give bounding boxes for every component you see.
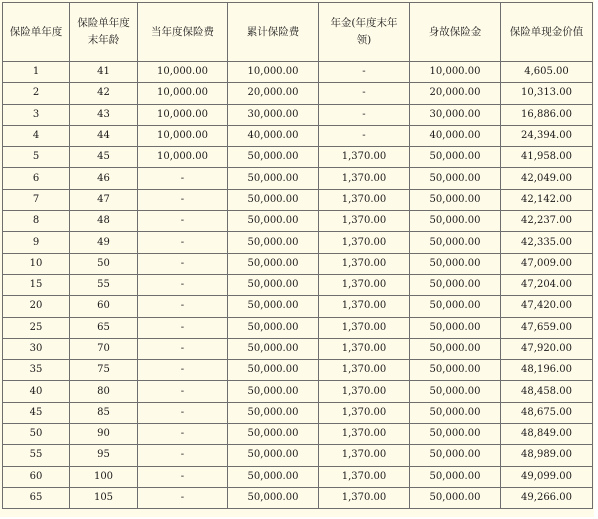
cell-cash-value: 10,313.00 bbox=[501, 83, 593, 104]
table-row bbox=[3, 360, 593, 381]
cell-policy-year: 45 bbox=[3, 402, 70, 423]
cell-annuity: 1,370.00 bbox=[319, 147, 410, 168]
cell-policy-year-end-age: 85 bbox=[70, 402, 138, 423]
cell-policy-year: 25 bbox=[3, 317, 70, 338]
table-row bbox=[3, 274, 593, 295]
cell-policy-year-end-age: 65 bbox=[70, 317, 138, 338]
cell-annual-premium: 10,000.00 bbox=[138, 147, 228, 168]
table-row bbox=[3, 189, 593, 210]
cell-policy-year-end-age: 47 bbox=[70, 189, 138, 210]
cell-cumulative-premium: 40,000.00 bbox=[228, 125, 319, 146]
column-header-line: 保险单年度 bbox=[77, 17, 130, 29]
cell-policy-year: 7 bbox=[3, 189, 70, 210]
cell-annual-premium: - bbox=[138, 338, 228, 359]
cell-death-benefit: 50,000.00 bbox=[410, 360, 501, 381]
cell-policy-year: 15 bbox=[3, 274, 70, 295]
cell-annual-premium: - bbox=[138, 232, 228, 253]
cell-annuity: 1,370.00 bbox=[319, 211, 410, 232]
cell-annual-premium: - bbox=[138, 189, 228, 210]
cell-cumulative-premium: 50,000.00 bbox=[228, 445, 319, 466]
cell-cumulative-premium: 50,000.00 bbox=[228, 317, 319, 338]
table-row bbox=[3, 147, 593, 168]
table-row bbox=[3, 125, 593, 146]
cell-policy-year: 20 bbox=[3, 296, 70, 317]
column-header-cumulative-premium bbox=[228, 3, 319, 62]
table-row bbox=[3, 168, 593, 189]
cell-annual-premium: - bbox=[138, 168, 228, 189]
cell-annual-premium: 10,000.00 bbox=[138, 83, 228, 104]
cell-policy-year-end-age: 80 bbox=[70, 381, 138, 402]
cell-policy-year-end-age: 90 bbox=[70, 424, 138, 445]
cell-policy-year-end-age: 45 bbox=[70, 147, 138, 168]
cell-annuity: 1,370.00 bbox=[319, 445, 410, 466]
cell-cumulative-premium: 50,000.00 bbox=[228, 381, 319, 402]
header-row bbox=[3, 3, 593, 62]
cell-death-benefit: 40,000.00 bbox=[410, 125, 501, 146]
column-header-annual-premium bbox=[138, 3, 228, 62]
table-body bbox=[3, 62, 593, 509]
cell-policy-year-end-age: 44 bbox=[70, 125, 138, 146]
cell-cumulative-premium: 50,000.00 bbox=[228, 424, 319, 445]
cell-cash-value: 48,675.00 bbox=[501, 402, 593, 423]
cell-death-benefit: 30,000.00 bbox=[410, 104, 501, 125]
cell-cumulative-premium: 50,000.00 bbox=[228, 296, 319, 317]
cell-policy-year-end-age: 95 bbox=[70, 445, 138, 466]
cell-annuity: 1,370.00 bbox=[319, 189, 410, 210]
cell-policy-year-end-age: 105 bbox=[70, 487, 138, 508]
cell-cumulative-premium: 10,000.00 bbox=[228, 62, 319, 83]
cell-annual-premium: - bbox=[138, 487, 228, 508]
table-row bbox=[3, 445, 593, 466]
cell-policy-year: 40 bbox=[3, 381, 70, 402]
cell-annuity: 1,370.00 bbox=[319, 253, 410, 274]
cell-cash-value: 47,420.00 bbox=[501, 296, 593, 317]
cell-death-benefit: 50,000.00 bbox=[410, 232, 501, 253]
cell-policy-year-end-age: 46 bbox=[70, 168, 138, 189]
cell-policy-year-end-age: 100 bbox=[70, 466, 138, 487]
cell-policy-year: 55 bbox=[3, 445, 70, 466]
cell-policy-year-end-age: 49 bbox=[70, 232, 138, 253]
cell-cash-value: 4,605.00 bbox=[501, 62, 593, 83]
table-row bbox=[3, 381, 593, 402]
cell-annuity: - bbox=[319, 125, 410, 146]
cell-policy-year: 5 bbox=[3, 147, 70, 168]
cell-policy-year-end-age: 41 bbox=[70, 62, 138, 83]
cell-cash-value: 47,204.00 bbox=[501, 274, 593, 295]
cell-annuity: 1,370.00 bbox=[319, 232, 410, 253]
cell-death-benefit: 50,000.00 bbox=[410, 466, 501, 487]
cell-annuity: 1,370.00 bbox=[319, 466, 410, 487]
column-header-line: 末年龄 bbox=[87, 34, 120, 46]
cell-policy-year-end-age: 60 bbox=[70, 296, 138, 317]
column-header-line: 保险单现金价值 bbox=[509, 25, 584, 38]
cell-cash-value: 49,266.00 bbox=[501, 487, 593, 508]
cell-death-benefit: 50,000.00 bbox=[410, 189, 501, 210]
table-row bbox=[3, 83, 593, 104]
table-row bbox=[3, 338, 593, 359]
column-header-line: 身故保险金 bbox=[428, 25, 482, 38]
cell-annual-premium: - bbox=[138, 296, 228, 317]
column-header-line: 领) bbox=[356, 34, 372, 46]
cell-policy-year: 3 bbox=[3, 104, 70, 125]
cell-death-benefit: 50,000.00 bbox=[410, 253, 501, 274]
cell-policy-year-end-age: 50 bbox=[70, 253, 138, 274]
cell-annual-premium: 10,000.00 bbox=[138, 62, 228, 83]
cell-policy-year: 9 bbox=[3, 232, 70, 253]
cell-policy-year: 30 bbox=[3, 338, 70, 359]
column-header-line: 年金(年度末年 bbox=[330, 17, 398, 29]
cell-cash-value: 42,049.00 bbox=[501, 168, 593, 189]
cell-cumulative-premium: 50,000.00 bbox=[228, 360, 319, 381]
cell-cash-value: 49,099.00 bbox=[501, 466, 593, 487]
cell-policy-year-end-age: 70 bbox=[70, 338, 138, 359]
cell-death-benefit: 50,000.00 bbox=[410, 487, 501, 508]
cell-death-benefit: 10,000.00 bbox=[410, 62, 501, 83]
cell-policy-year: 35 bbox=[3, 360, 70, 381]
cell-cumulative-premium: 50,000.00 bbox=[228, 274, 319, 295]
cell-cash-value: 16,886.00 bbox=[501, 104, 593, 125]
cell-annual-premium: - bbox=[138, 317, 228, 338]
cell-policy-year: 2 bbox=[3, 83, 70, 104]
cell-cumulative-premium: 50,000.00 bbox=[228, 338, 319, 359]
column-header-line: 当年度保险费 bbox=[151, 25, 214, 38]
cell-annuity: 1,370.00 bbox=[319, 296, 410, 317]
cell-cash-value: 42,142.00 bbox=[501, 189, 593, 210]
cell-cash-value: 24,394.00 bbox=[501, 125, 593, 146]
cell-policy-year-end-age: 43 bbox=[70, 104, 138, 125]
cell-cash-value: 47,920.00 bbox=[501, 338, 593, 359]
cell-annuity: 1,370.00 bbox=[319, 168, 410, 189]
cell-death-benefit: 50,000.00 bbox=[410, 168, 501, 189]
cell-policy-year: 1 bbox=[3, 62, 70, 83]
cell-cash-value: 42,237.00 bbox=[501, 211, 593, 232]
cell-death-benefit: 50,000.00 bbox=[410, 424, 501, 445]
cell-annual-premium: 10,000.00 bbox=[138, 104, 228, 125]
cell-death-benefit: 20,000.00 bbox=[410, 83, 501, 104]
cell-policy-year-end-age: 42 bbox=[70, 83, 138, 104]
table-row bbox=[3, 296, 593, 317]
table-row bbox=[3, 402, 593, 423]
cell-annual-premium: - bbox=[138, 466, 228, 487]
cell-cumulative-premium: 50,000.00 bbox=[228, 487, 319, 508]
cell-annuity: 1,370.00 bbox=[319, 317, 410, 338]
cell-annuity: - bbox=[319, 62, 410, 83]
cell-annuity: 1,370.00 bbox=[319, 402, 410, 423]
cell-annual-premium: - bbox=[138, 274, 228, 295]
cell-cash-value: 48,458.00 bbox=[501, 381, 593, 402]
column-header-annuity bbox=[319, 3, 410, 62]
cell-cumulative-premium: 20,000.00 bbox=[228, 83, 319, 104]
cell-cash-value: 48,196.00 bbox=[501, 360, 593, 381]
column-header-death-benefit bbox=[410, 3, 501, 62]
column-header-policy-year bbox=[3, 3, 70, 62]
cell-annual-premium: 10,000.00 bbox=[138, 125, 228, 146]
table-header bbox=[3, 3, 593, 62]
cell-policy-year: 60 bbox=[3, 466, 70, 487]
cell-policy-year: 4 bbox=[3, 125, 70, 146]
cell-annual-premium: - bbox=[138, 424, 228, 445]
table-row bbox=[3, 424, 593, 445]
cell-annual-premium: - bbox=[138, 360, 228, 381]
cell-cash-value: 48,849.00 bbox=[501, 424, 593, 445]
cell-cumulative-premium: 50,000.00 bbox=[228, 168, 319, 189]
cell-cumulative-premium: 30,000.00 bbox=[228, 104, 319, 125]
cell-cumulative-premium: 50,000.00 bbox=[228, 466, 319, 487]
cell-annuity: 1,370.00 bbox=[319, 487, 410, 508]
table-row bbox=[3, 466, 593, 487]
cell-cash-value: 41,958.00 bbox=[501, 147, 593, 168]
cell-cumulative-premium: 50,000.00 bbox=[228, 232, 319, 253]
table-row bbox=[3, 487, 593, 508]
table-row bbox=[3, 253, 593, 274]
column-header-policy-year-end-age bbox=[70, 3, 138, 62]
cell-annual-premium: - bbox=[138, 381, 228, 402]
column-header-line: 累计保险费 bbox=[246, 25, 300, 38]
cell-death-benefit: 50,000.00 bbox=[410, 338, 501, 359]
cell-annuity: 1,370.00 bbox=[319, 424, 410, 445]
cell-policy-year: 10 bbox=[3, 253, 70, 274]
cell-policy-year: 65 bbox=[3, 487, 70, 508]
cell-policy-year-end-age: 48 bbox=[70, 211, 138, 232]
table-row bbox=[3, 232, 593, 253]
cell-death-benefit: 50,000.00 bbox=[410, 445, 501, 466]
cell-cumulative-premium: 50,000.00 bbox=[228, 253, 319, 274]
cell-death-benefit: 50,000.00 bbox=[410, 317, 501, 338]
cell-cash-value: 47,659.00 bbox=[501, 317, 593, 338]
cell-death-benefit: 50,000.00 bbox=[410, 211, 501, 232]
cell-policy-year: 6 bbox=[3, 168, 70, 189]
cell-annuity: 1,370.00 bbox=[319, 360, 410, 381]
cell-policy-year: 50 bbox=[3, 424, 70, 445]
cell-cumulative-premium: 50,000.00 bbox=[228, 211, 319, 232]
cell-cumulative-premium: 50,000.00 bbox=[228, 189, 319, 210]
cell-annual-premium: - bbox=[138, 402, 228, 423]
cell-death-benefit: 50,000.00 bbox=[410, 296, 501, 317]
table-row bbox=[3, 62, 593, 83]
cell-death-benefit: 50,000.00 bbox=[410, 381, 501, 402]
cell-annual-premium: - bbox=[138, 445, 228, 466]
cell-death-benefit: 50,000.00 bbox=[410, 274, 501, 295]
column-header-cash-value bbox=[501, 3, 593, 62]
table-row bbox=[3, 317, 593, 338]
cell-annual-premium: - bbox=[138, 211, 228, 232]
cell-annuity: - bbox=[319, 104, 410, 125]
cell-cumulative-premium: 50,000.00 bbox=[228, 402, 319, 423]
cell-policy-year-end-age: 75 bbox=[70, 360, 138, 381]
cell-cash-value: 47,009.00 bbox=[501, 253, 593, 274]
cell-death-benefit: 50,000.00 bbox=[410, 402, 501, 423]
table-row bbox=[3, 211, 593, 232]
cell-death-benefit: 50,000.00 bbox=[410, 147, 501, 168]
cell-annual-premium: - bbox=[138, 253, 228, 274]
cell-cash-value: 42,335.00 bbox=[501, 232, 593, 253]
cell-policy-year: 8 bbox=[3, 211, 70, 232]
cell-cumulative-premium: 50,000.00 bbox=[228, 147, 319, 168]
cell-annuity: 1,370.00 bbox=[319, 274, 410, 295]
cell-policy-year-end-age: 55 bbox=[70, 274, 138, 295]
table-row bbox=[3, 104, 593, 125]
cell-annuity: 1,370.00 bbox=[319, 338, 410, 359]
benefit-illustration-table bbox=[2, 2, 593, 509]
cell-annuity: - bbox=[319, 83, 410, 104]
column-header-line: 保险单年度 bbox=[9, 25, 63, 38]
cell-cash-value: 48,989.00 bbox=[501, 445, 593, 466]
cell-annuity: 1,370.00 bbox=[319, 381, 410, 402]
